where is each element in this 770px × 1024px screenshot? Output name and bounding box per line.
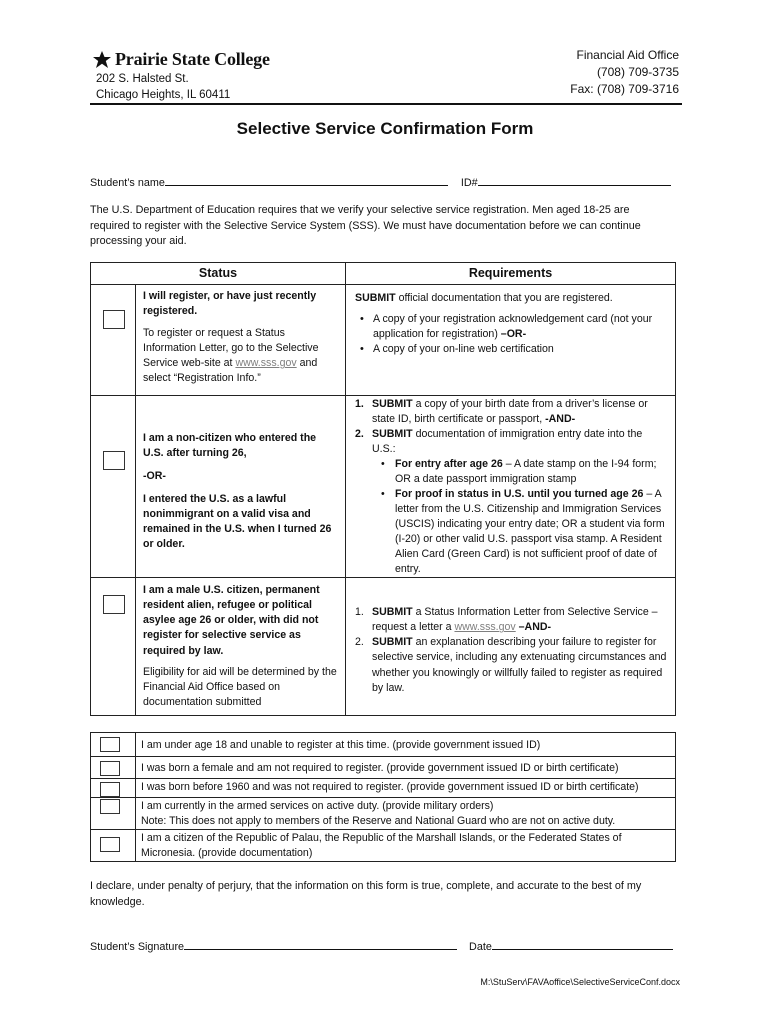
- office-phone: (708) 709-3735: [596, 65, 679, 80]
- table-row-failed-to-register: [91, 578, 676, 716]
- table-row: [91, 733, 676, 757]
- exemption-armed-services-text: I am currently in the armed services on active duty. (provide military orders): [141, 800, 494, 812]
- requirements-cell-failed-to-register: [346, 578, 676, 716]
- checkbox-cell: [91, 396, 136, 578]
- list-item: 2. SUBMIT an explanation describing your failure to register for selective service, including any extenuating circumstances and whether you knowingly or willfully failed to register as required by law.: [355, 636, 667, 694]
- status-failed-heading: I am a male U.S. citizen, permanent resident alien, refugee or political asylee age 26 or older, with did not register for selective service as required by law.: [143, 584, 320, 657]
- list-item: • A copy of your on-line web certification: [355, 342, 667, 357]
- checkbox-icon[interactable]: [103, 595, 125, 614]
- form-title: Selective Service Confirmation Form: [236, 119, 534, 138]
- student-name-field[interactable]: [165, 174, 448, 186]
- checkbox-cell: [91, 578, 136, 716]
- intro-paragraph: The U.S. Department of Education requires that we verify your selective service registration. Men aged 18-25 are required to register with the Selective Service System (SSS). We must have documentation before we can continue processing your aid.: [90, 204, 641, 248]
- status-column-header: Status: [91, 263, 346, 285]
- list-item: • For proof in status in U.S. until you turned age 26 – A letter from the U.S. Citizenship and Immigration Services (USCIS) indicating your entry date; OR a student via form (I-20) or other valid U.S. passport visa stamp. A Resident Alien Card (Green Card) is not sufficient proof of date of entry.: [355, 487, 667, 577]
- student-id-field[interactable]: [478, 174, 671, 186]
- signature-label: Student’s Signature: [90, 941, 185, 953]
- status-cell-failed-to-register: [136, 578, 346, 716]
- checkbox-icon[interactable]: [100, 737, 120, 752]
- requirement-register-list: [355, 312, 667, 357]
- checkbox-icon[interactable]: [103, 451, 125, 470]
- office-fax: Fax: (708) 709-3716: [570, 82, 679, 97]
- table-row-non-citizen: [91, 396, 676, 578]
- table-row-register: [91, 285, 676, 396]
- checkbox-cell: [91, 757, 136, 779]
- office-name: Financial Aid Office: [576, 48, 679, 62]
- status-non-citizen-b: I entered the U.S. as a lawful nonimmigrant on a valid visa and remained in the U.S. when I turned 26 or older.: [143, 493, 332, 551]
- college-name: Prairie State College: [115, 49, 270, 69]
- college-address: [96, 72, 230, 104]
- exemption-armed-services: [136, 798, 676, 830]
- requirements-column-header: Requirements: [346, 263, 676, 285]
- table-row: [91, 830, 676, 862]
- status-cell-register: [136, 285, 346, 396]
- checkbox-cell: [91, 733, 136, 757]
- date-field[interactable]: [492, 938, 673, 950]
- exemption-under-18: I am under age 18 and unable to register at this time. (provide government issued ID): [136, 733, 676, 757]
- sss-website-link[interactable]: www.sss.gov: [454, 621, 516, 634]
- list-item: • For entry after age 26 – A date stamp on the I-94 form; OR a date passport immigration stamp: [355, 457, 667, 487]
- exemption-born-before-1960: I was born before 1960 and was not required to register. (provide government issued ID or birth certificate): [136, 779, 676, 798]
- checkbox-cell: [91, 779, 136, 798]
- exemptions-table: [90, 732, 676, 862]
- requirement-register-submit: SUBMIT official documentation that you are registered.: [355, 292, 613, 304]
- office-contact: [570, 47, 679, 98]
- checkbox-icon[interactable]: [100, 782, 120, 797]
- requirements-cell-non-citizen: [346, 396, 676, 578]
- table-row: [91, 779, 676, 798]
- exemption-female: I was born a female and am not required to register. (provide government issued ID or birth certificate): [136, 757, 676, 779]
- prairie-state-college-logo-icon: [92, 50, 112, 70]
- address-line-1: 202 S. Halsted St.: [96, 73, 189, 85]
- list-item: • A copy of your registration acknowledgement card (not your application for registration) –OR-: [355, 312, 667, 342]
- student-name-row: [90, 174, 680, 191]
- checkbox-icon[interactable]: [100, 761, 120, 776]
- table-row: [91, 757, 676, 779]
- checkbox-icon[interactable]: [100, 799, 120, 814]
- checkbox-icon[interactable]: [103, 310, 125, 329]
- checkbox-cell: [91, 798, 136, 830]
- status-cell-non-citizen: [136, 396, 346, 578]
- file-path: M:\StuServ\FAVAoffice\SelectiveServiceConf.docx: [480, 977, 680, 987]
- signature-field[interactable]: [184, 938, 457, 950]
- immigration-proof-list: [355, 457, 667, 577]
- date-label: Date: [469, 941, 492, 953]
- status-register-heading: I will register, or have just recently registered.: [143, 290, 317, 318]
- status-failed-note: Eligibility for aid will be determined by the Financial Aid Office based on documentation submitted: [143, 665, 337, 708]
- table-row: [91, 798, 676, 830]
- requirements-cell-register: [346, 285, 676, 396]
- exemption-palau-marshall-micronesia: I am a citizen of the Republic of Palau, the Republic of the Marshall Islands, or the Federated States of Micronesia. (provide documentation): [136, 830, 676, 862]
- declaration-text: I declare, under penalty of perjury, that the information on this form is true, complete, and accurate to the best of my knowledge.: [90, 880, 642, 908]
- list-item: 2. SUBMIT documentation of immigration entry date into the U.S.:: [355, 428, 643, 456]
- list-item: 1. SUBMIT a Status Information Letter from Selective Service – request a letter a www.sss.gov –AND-: [355, 606, 658, 634]
- status-non-citizen-or: -OR-: [143, 470, 166, 483]
- checkbox-cell: [91, 830, 136, 862]
- sss-website-link[interactable]: www.sss.gov: [235, 357, 297, 370]
- address-line-2: Chicago Heights, IL 60411: [96, 88, 231, 101]
- header-divider: [90, 103, 682, 105]
- requirement-non-citizen-list: [355, 397, 667, 457]
- checkbox-icon[interactable]: [100, 837, 120, 852]
- requirement-failed-list: [355, 605, 667, 695]
- status-non-citizen-a: I am a non-citizen who entered the U.S. after turning 26,: [143, 432, 317, 460]
- college-logo: [92, 47, 270, 73]
- status-requirements-table: [90, 262, 676, 716]
- status-register-instructions: To register or request a Status Information Letter, go to the Selective Service web-site at www.sss.gov and select “Registration Info.”: [143, 327, 319, 385]
- table-header-row: [91, 263, 676, 285]
- student-name-label: Student’s name: [90, 177, 165, 189]
- exemption-armed-services-note: Note: This does not apply to members of the Reserve and National Guard who are not on active duty.: [141, 815, 616, 828]
- signature-row: [90, 938, 680, 955]
- checkbox-cell: [91, 285, 136, 396]
- list-item: 1. SUBMIT a copy of your birth date from a driver’s license or state ID, birth certificate or passport, -AND-: [355, 398, 648, 426]
- student-id-label: ID#: [460, 177, 478, 189]
